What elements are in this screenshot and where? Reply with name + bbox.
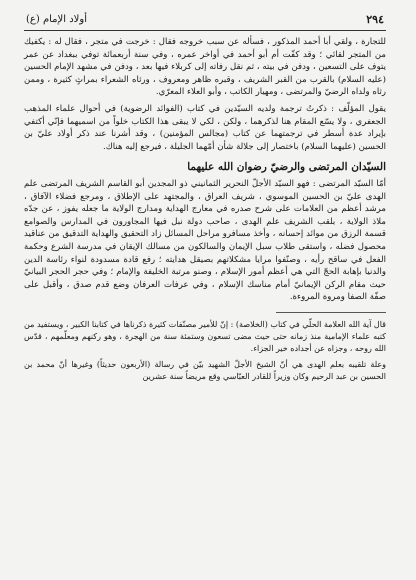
footnote: قال آية الله العلامة الحلّي في كتاب (الخلاصة) : إنّ للأمير مصنّفات كثيرة ذكرناها في كتابنا الكبير ، ويستفيد من كتبه علماء الإمامية منذ زمانه حتى حيث مضى تسعون وستمئة سنة من الهجرة ، وهو ركنهم ومعلّمهم ، قدّس الله روحه ، وجزاه عن أجداده خير الجزاء. (24, 319, 386, 353)
footnotes (24, 319, 386, 383)
footnote: وعلة تلقيبه بعلم الهدى هي أنّ الشيخ الأجلّ الشهيد بيّن في رسالة (الأربعون حديثاً) وغيرها أنّ محمد بن الحسين بن عبد الرحيم وكان وزيراً للقادر العبّاسي وقع مريضاً سنة عشرين (24, 359, 386, 381)
section-heading: السيّدان المرتضى والرضيّ رضوان الله عليهما (187, 161, 386, 174)
paragraph: أمّا السيّد المرتضى : فهو السيّد الأجلّ النحرير الثمانيني ذو المجدين أبو القاسم الشريف المرتضى علم الهدى عليّ بن الحسين الموسوي ، شريف العراق ، والمجتهد على الإطلاق ، ومرجع فضلاء الآفاق ، مرشد أعظم من العلامات على شرح صدره في معارج الهداية ومدارج الولاية ما جعله يفوز ، عن جدّه ملاذ الولاية ، بلقب الشريف علم الهدى ، صاحب دولة نبل فيها المجاورون في المدارس والصوامع قسمة الرزق من موائد إحسانه ، وأخذ مسافرو مراحل المسائل زاد التحقيق والهداية التدقيق من عناقيد محصول فضله ، واستقى طلاب سبل الإيمان والسالكون من مسالك الإيقان في مدرسة الشرع وحكمة الفعل في ساقح رأيه ، وصنّفوا مرايا مشكلاتهم بصيقل هدايته ؛ رفع قادة مسدودة لنواء رئاسة الدين والدنيا بإهابة الحجّ التي هي أعظم أمور الإسلام ، وصنو مرتبة الخليفة والإمام ؛ وفي حجر الحجر البيانيّ حيث مقام الركن الإيمانيّ أمام مناسك الإسلام ، وفي عرفات العرفان وضع قدم صدق ، وأقبل على صفّة الصفا ومروة المروءة. (24, 178, 386, 303)
footnote-divider (276, 312, 386, 313)
page-header (24, 14, 386, 31)
paragraph: للتجارة ، ولقي أبا أحمد المذكور ، فسأله عن سبب خروجه فقال : خرجت في متجر ، فقال له : يكفيك من المتجر لقائي ؛ وقد كفّت أم أبو أحمد في أواخر عمره ، وفي سنة أربعمائة توفي ببغداد عن عمر يتوف على التسعين ، ودفن في بيته ، ثم نقل رفاته إلى كربلاء فيها بعد ، ودفن في مشهد الإمام الحسين (عليه السلام) بالقرب من القبر الشريف ، وقبره ظاهر ومعروف ، ورثاه الشعراء بمراثٍ كثيرة ، وممن رثاه ولداه الرضيّ والمرتضى ، ومهيار الكاتب ، وأبو العلاء المعرّي. (24, 37, 386, 98)
page-number: ٢٩٤ (366, 13, 384, 26)
paragraph: يقول المؤلّف : ذكرتُ ترجمة ولديه السيّدين في كتاب (الفوائد الرضوية) في أحوال علماء المذهب الجعفري ، ولا يسّع المقام هنا لذكرهما ، ولكن ، لكي لا يبقى هذا الكتاب خلواً من اسميهما فإنّي أكتفي بإيراد عدة أسطر في ترجمتهما عن كتاب (مجالس المؤمنين) ، وقد أشرنا عند ذكر أولاد عليّ بن الحسين (عليهما السلام) باختصار إلى جلالة شأن أمّهما الجليلة ، فيرجع إليه هناك. (24, 103, 386, 152)
running-title: أولاد الإمام (ع) (26, 14, 87, 25)
